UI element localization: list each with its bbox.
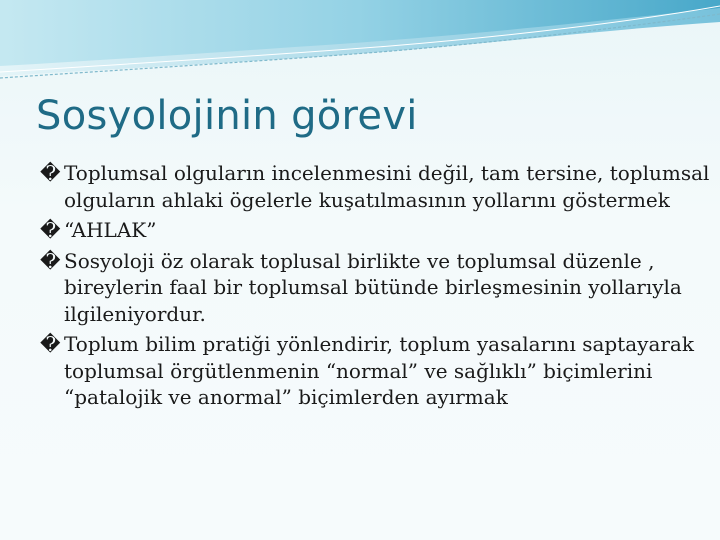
bullet-item	[40, 248, 710, 328]
bullet-text: Toplumsal olguların incelenmesini değil, tam tersine, toplumsal olguların ahlaki ögelerle kuşatılmasının yollarını göstermek	[64, 161, 710, 212]
slide-title: Sosyolojinin görevi	[36, 93, 418, 139]
bullet-marker-icon: �	[40, 161, 61, 185]
bullet-list	[40, 160, 710, 415]
bullet-text: “AHLAK”	[64, 218, 157, 242]
bullet-text: Toplum bilim pratiği yönlendirir, toplum yasalarını saptayarak toplumsal örgütlenmenin “normal” ve sağlıklı” biçimlerini “patalojik ve anormal” biçimlerden ayırmak	[64, 332, 694, 409]
bullet-item	[40, 331, 710, 411]
bullet-text: Sosyoloji öz olarak toplusal birlikte ve toplumsal düzenle , bireylerin faal bir toplumsal bütünde birleşmesinin yollarıyla ilgileniyordur.	[64, 248, 682, 326]
bullet-item	[40, 217, 710, 244]
bullet-marker-icon: �	[40, 332, 61, 356]
bullet-marker-icon: �	[40, 248, 61, 273]
bullet-marker-icon: �	[40, 218, 61, 242]
header-wave-decoration	[0, 0, 720, 90]
bullet-item	[40, 160, 710, 213]
